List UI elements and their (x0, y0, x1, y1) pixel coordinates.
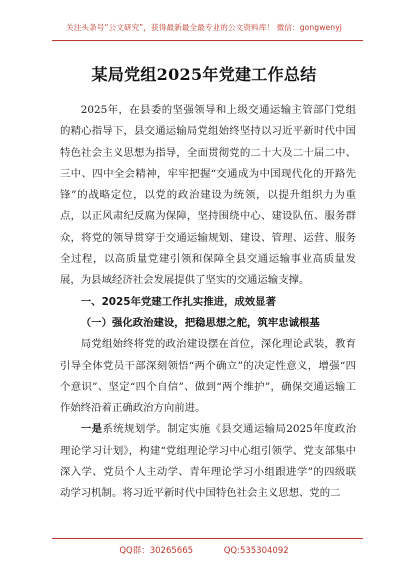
document-title: 某局党组2025年党建工作总结 (91, 65, 317, 84)
footer-qq-group: QQ群：30265665 (119, 546, 194, 556)
footer-qq: QQ:535304092 (223, 546, 289, 556)
header-banner: 关注头条号“公文研究”，获得最新最全最专业的公文资料库！ 微信：gongwenyj (66, 23, 342, 32)
intro-paragraph: 2025年，在县委的坚强领导和上级交通运输主管部门党组的精心指导下，县交通运输局党组始终坚持以习近平新时代中国特色社会主义思想为指导，全面贯彻党的二十大及二十届二中、三中、四中全会精神，牢牢把握“交通成为中国现代化的开路先锋”的战略定位，以党的政治建设为统领，以提升组织力为重点，以正风肃纪反腐为保障，坚持围绕中心、建设队伍、服务群众，将党的领导贯穿于交通运输规划、建设、管理、运营、服务全过程，以高质量党建引领和保障全县交通运输事业高质量发展，为县域经济社会发展提供了坚实的交通运输支撑。 (60, 104, 356, 287)
paragraph (60, 419, 356, 504)
header-divider (52, 40, 363, 41)
subsection-heading: （一）强化政治建设，把稳思想之舵，筑牢忠诚根基 (80, 316, 320, 329)
footer-divider (52, 538, 363, 539)
footer (0, 544, 408, 556)
document-body (60, 100, 356, 505)
section-heading: 一、2025年党建工作扎实推进，成效显著 (80, 295, 276, 308)
paragraph-text: 系统规划学。制定实施《县交通运输局2025年度政治理论学习计划》，构建“党组理论学习中心组引领学、党支部集中深入学、党员个人主动学、青年理论学习小组跟进学”的四级联动学习机制。将习近平新时代中国特色社会主义思想、党的二 (60, 423, 356, 500)
paragraph: 局党组始终将党的政治建设摆在首位，深化理论武装，教育引导全体党员干部深刻领悟“两个确立”的决定性意义，增强“四个意识”、坚定“四个自信”、做到“两个维护”，确保交通运输工作始终沿着正确政治方向前进。 (60, 338, 356, 415)
paragraph-lead: 一是 (80, 423, 103, 436)
